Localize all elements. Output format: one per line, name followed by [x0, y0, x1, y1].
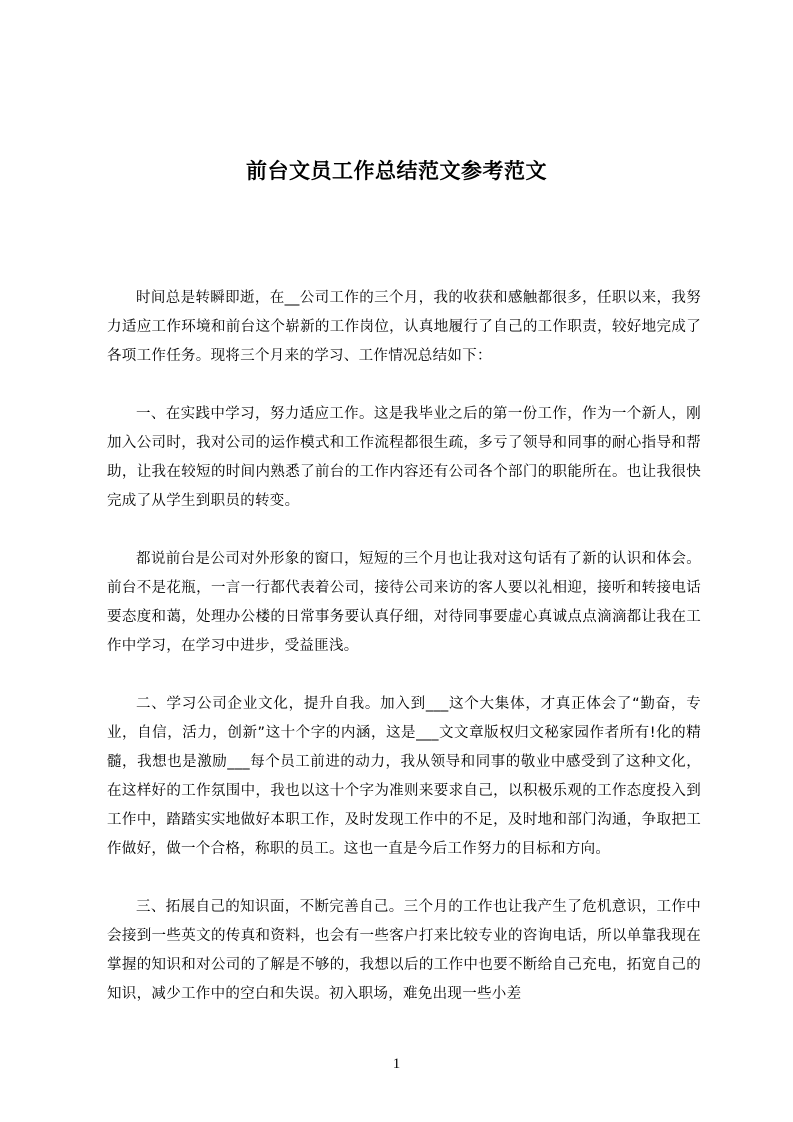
paragraph-intro: 时间总是转瞬即逝，在__公司工作的三个月，我的收获和感触都很多，任职以来，我努力适应工作环境和前台这个崭新的工作岗位，认真地履行了自己的工作职责，较好地完成了各项工作任务。现将三个月来的学习、工作情况总结如下： — [107, 290, 701, 364]
paragraph-section-two: 二、学习公司企业文化，提升自我。加入到___这个大集体，才真正体会了“勤奋，专业，自信，活力，创新”这十个字的内涵，这是___文文章版权归文秘家园作者所有!化的精髓，我想也是激励___每个员工前进的动力，我从领导和同事的敬业中感受到了这种文化，在这样好的工作氛围中，我也以这十个字为准则来要求自己，以积极乐观的工作态度投入到工作中，踏踏实实地做好本职工作，及时发现工作中的不足，及时地和部门沟通，争取把工作做好，做一个合格，称职的员工。这也一直是今后工作努力的目标和方向。 — [107, 696, 701, 857]
document-body — [107, 284, 701, 1009]
paragraph-section-three: 三、拓展自己的知识面，不断完善自己。三个月的工作也让我产生了危机意识，工作中会接到一些英文的传真和资料，也会有一些客户打来比较专业的咨询电话，所以单靠我现在掌握的知识和对公司的了解是不够的，我想以后的工作中也要不断给自己充电，拓宽自己的知识，减少工作中的空白和失误。初入职场，难免出现一些小差 — [107, 899, 701, 1002]
paragraph-section-one: 一、在实践中学习，努力适应工作。这是我毕业之后的第一份工作，作为一个新人，刚加入公司时，我对公司的运作模式和工作流程都很生疏，多亏了领导和同事的耐心指导和帮助，让我在较短的时间内熟悉了前台的工作内容还有公司各个部门的职能所在。也让我很快完成了从学生到职员的转变。 — [107, 406, 701, 509]
page-number: 1 — [392, 1056, 401, 1072]
document-title: 前台文员工作总结范文参考范文 — [246, 159, 547, 184]
paragraph-front-desk-image: 都说前台是公司对外形象的窗口，短短的三个月也让我对这句话有了新的认识和体会。前台不是花瓶，一言一行都代表着公司，接待公司来访的客人要以礼相迎，接听和转接电话要态度和蔼，处理办公楼的日常事务要认真仔细，对待同事要虚心真诚点点滴滴都让我在工作中学习，在学习中进步，受益匪浅。 — [107, 551, 701, 654]
